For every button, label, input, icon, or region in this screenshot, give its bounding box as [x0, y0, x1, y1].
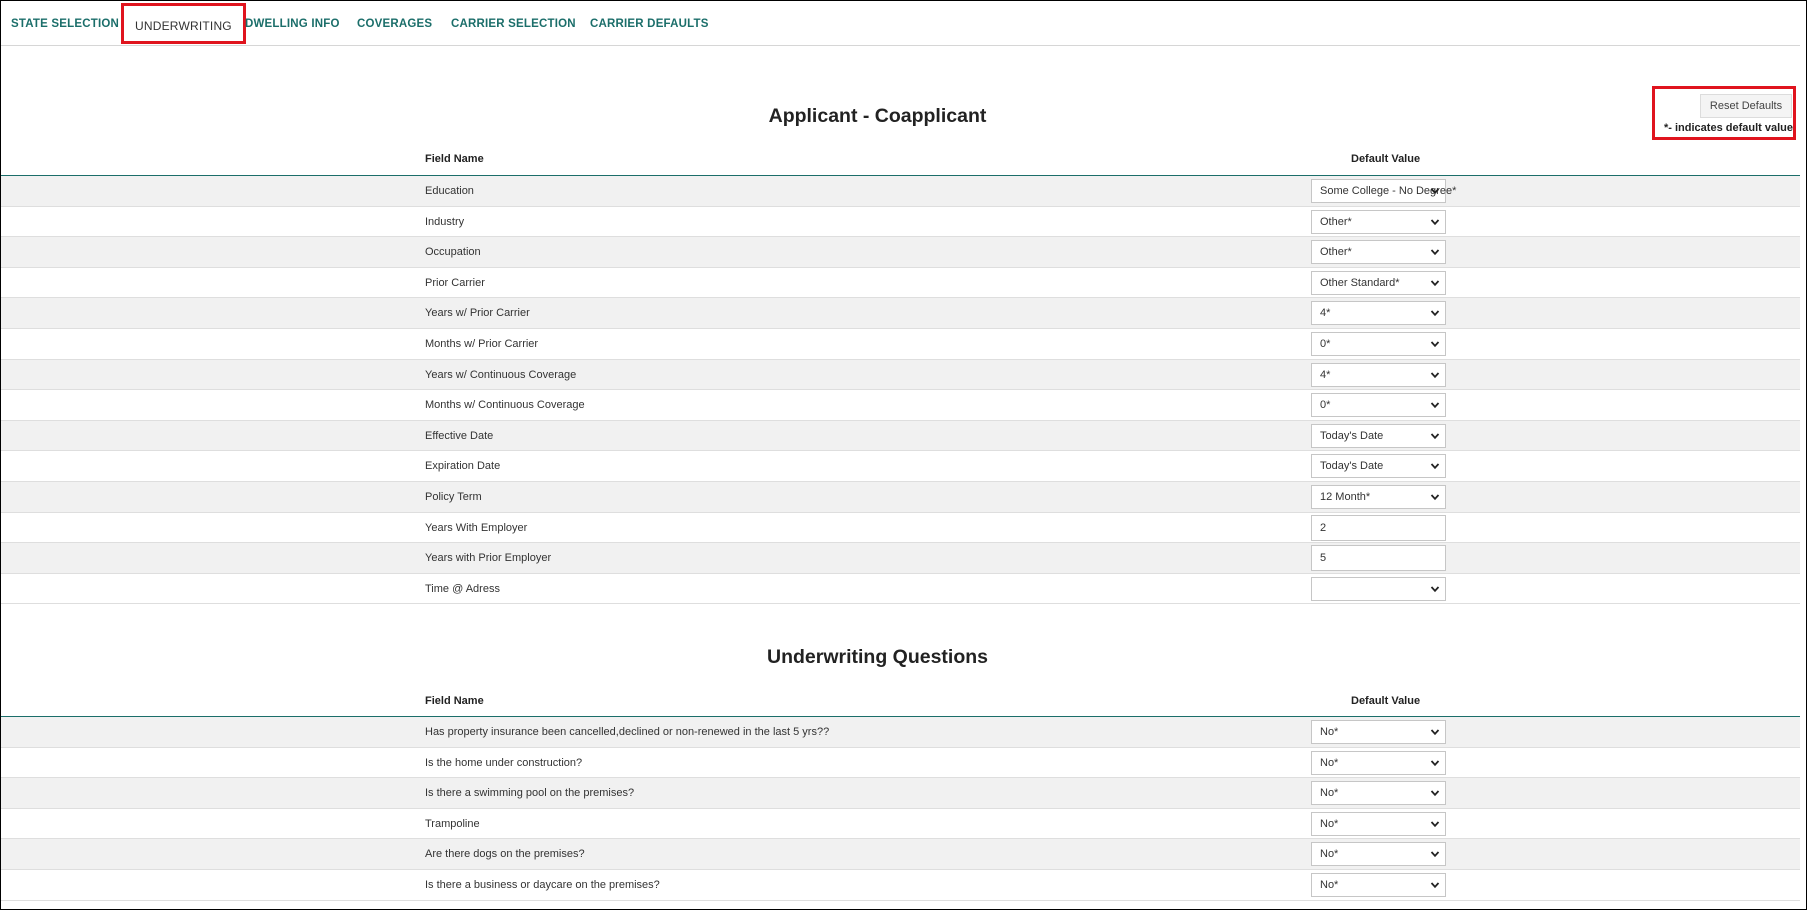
field-value: 5	[1320, 552, 1327, 565]
field-value: Today's Date	[1320, 429, 1384, 442]
applicant-field-name-header: Field Name	[425, 153, 484, 165]
field-value: Other*	[1320, 215, 1352, 228]
select-is-there-a-swimming-pool-on-the-premises[interactable]	[1311, 781, 1446, 805]
select-months-w-prior-carrier[interactable]	[1311, 332, 1446, 356]
tab-state-selection[interactable]: STATE SELECTION	[11, 18, 119, 30]
field-value: 2	[1320, 521, 1327, 534]
field-value: Some College - No Degree*	[1320, 185, 1457, 197]
chevron-down-icon	[1430, 461, 1440, 471]
chevron-down-icon	[1430, 308, 1440, 318]
field-value: Today's Date	[1320, 460, 1384, 473]
field-value: 4*	[1320, 307, 1331, 320]
field-label-occupation: Occupation	[425, 246, 481, 259]
table-row	[1, 513, 1800, 544]
select-expiration-date[interactable]	[1311, 454, 1446, 478]
field-label-are-there-dogs-on-the-premises: Are there dogs on the premises?	[425, 848, 585, 861]
field-label-is-there-a-business-or-daycare-on-the-pr: Is there a business or daycare on the premises?	[425, 878, 660, 891]
field-label-prior-carrier: Prior Carrier	[425, 276, 485, 289]
underwriting-section-title: Underwriting Questions	[766, 646, 988, 668]
table-row	[1, 839, 1800, 870]
field-value: No*	[1320, 817, 1339, 830]
chevron-down-icon	[1430, 186, 1440, 196]
table-row	[1, 574, 1800, 605]
select-education[interactable]	[1311, 179, 1457, 203]
field-label-months-w-prior-carrier: Months w/ Prior Carrier	[425, 337, 539, 350]
select-effective-date[interactable]	[1311, 424, 1446, 448]
tab-underwriting[interactable]: UNDERWRITING	[121, 3, 246, 44]
chevron-down-icon	[1430, 339, 1440, 349]
chevron-down-icon	[1430, 788, 1440, 798]
table-row	[1, 748, 1800, 779]
select-industry[interactable]	[1311, 210, 1446, 234]
field-label-is-there-a-swimming-pool-on-the-premises: Is there a swimming pool on the premises?	[425, 787, 635, 800]
applicant-rows	[1, 176, 1800, 604]
chevron-down-icon	[1430, 849, 1440, 859]
field-value: 12 Month*	[1320, 490, 1371, 503]
chevron-down-icon	[1430, 492, 1440, 502]
chevron-down-icon	[1430, 880, 1440, 890]
table-row	[1, 268, 1800, 299]
table-row	[1, 451, 1800, 482]
field-label-expiration-date: Expiration Date	[425, 460, 501, 473]
tab-carrier-selection[interactable]: CARRIER SELECTION	[451, 18, 576, 30]
field-label-industry: Industry	[425, 215, 465, 228]
field-label-trampoline: Trampoline	[425, 817, 480, 830]
table-row	[1, 482, 1800, 513]
text-input-years-with-employer[interactable]	[1311, 515, 1446, 541]
field-value: No*	[1320, 787, 1339, 800]
table-row	[1, 778, 1800, 809]
select-occupation[interactable]	[1311, 240, 1446, 264]
chevron-down-icon	[1430, 727, 1440, 737]
field-value: No*	[1320, 848, 1339, 861]
table-row	[1, 360, 1800, 391]
field-label-has-property-insurance-been-cancelled-de: Has property insurance been cancelled,declined or non-renewed in the last 5 yrs??	[425, 726, 830, 738]
chevron-down-icon	[1430, 431, 1440, 441]
chevron-down-icon	[1430, 400, 1440, 410]
field-label-time-adress: Time @ Adress	[425, 582, 500, 595]
field-label-years-w-continuous-coverage: Years w/ Continuous Coverage	[425, 368, 577, 381]
chevron-down-icon	[1430, 247, 1440, 257]
underwriting-default-value-header: Default Value	[1351, 695, 1421, 707]
field-label-years-w-prior-carrier: Years w/ Prior Carrier	[425, 307, 530, 320]
field-label-policy-term: Policy Term	[425, 490, 482, 503]
table-row	[1, 543, 1800, 574]
tab-carrier-defaults[interactable]: CARRIER DEFAULTS	[590, 18, 709, 30]
select-is-the-home-under-construction[interactable]	[1311, 751, 1446, 775]
table-row	[1, 329, 1800, 360]
select-are-there-dogs-on-the-premises[interactable]	[1311, 842, 1446, 866]
chevron-down-icon	[1430, 217, 1440, 227]
field-value: No*	[1320, 726, 1339, 738]
table-row	[1, 421, 1800, 452]
field-label-months-w-continuous-coverage: Months w/ Continuous Coverage	[425, 399, 585, 412]
tab-bar	[1, 1, 1800, 46]
applicant-default-value-header: Default Value	[1351, 153, 1421, 165]
select-months-w-continuous-coverage[interactable]	[1311, 393, 1446, 417]
select-has-property-insurance-been-cancelled-de[interactable]	[1311, 720, 1446, 744]
select-years-w-continuous-coverage[interactable]	[1311, 363, 1446, 387]
field-value: 4*	[1320, 368, 1331, 381]
text-input-years-with-prior-employer[interactable]	[1311, 545, 1446, 571]
table-row	[1, 809, 1800, 840]
chevron-down-icon	[1430, 819, 1440, 829]
select-policy-term[interactable]	[1311, 485, 1446, 509]
table-row	[1, 870, 1800, 901]
field-label-education: Education	[425, 185, 474, 197]
reset-defaults-button[interactable]: Reset Defaults	[1700, 94, 1792, 118]
field-value: 0*	[1320, 337, 1331, 350]
table-row	[1, 176, 1800, 207]
select-years-w-prior-carrier[interactable]	[1311, 301, 1446, 325]
field-label-years-with-prior-employer: Years with Prior Employer	[425, 552, 552, 565]
table-row	[1, 237, 1800, 268]
chevron-down-icon	[1430, 278, 1440, 288]
field-label-effective-date: Effective Date	[425, 429, 494, 442]
table-row	[1, 717, 1800, 748]
select-is-there-a-business-or-daycare-on-the-pr[interactable]	[1311, 873, 1446, 897]
applicant-section-title: Applicant - Coapplicant	[768, 105, 987, 127]
field-value: Other Standard*	[1320, 276, 1400, 289]
chevron-down-icon	[1430, 370, 1440, 380]
field-value: 0*	[1320, 399, 1331, 412]
table-row	[1, 207, 1800, 238]
table-row	[1, 298, 1800, 329]
tab-coverages[interactable]: COVERAGES	[357, 18, 433, 30]
default-value-note: *- indicates default value	[1664, 122, 1793, 134]
select-time-adress[interactable]	[1311, 577, 1446, 601]
field-label-years-with-employer: Years With Employer	[425, 521, 528, 534]
chevron-down-icon	[1430, 584, 1440, 594]
chevron-down-icon	[1430, 758, 1440, 768]
select-trampoline[interactable]	[1311, 812, 1446, 836]
select-prior-carrier[interactable]	[1311, 271, 1446, 295]
underwriting-rows	[1, 717, 1800, 901]
underwriting-field-name-header: Field Name	[425, 695, 484, 707]
field-value: No*	[1320, 878, 1339, 891]
table-row	[1, 390, 1800, 421]
field-value: Other*	[1320, 246, 1352, 259]
field-label-is-the-home-under-construction: Is the home under construction?	[425, 756, 583, 769]
tab-dwelling-info[interactable]: DWELLING INFO	[245, 18, 340, 30]
field-value: No*	[1320, 756, 1339, 769]
